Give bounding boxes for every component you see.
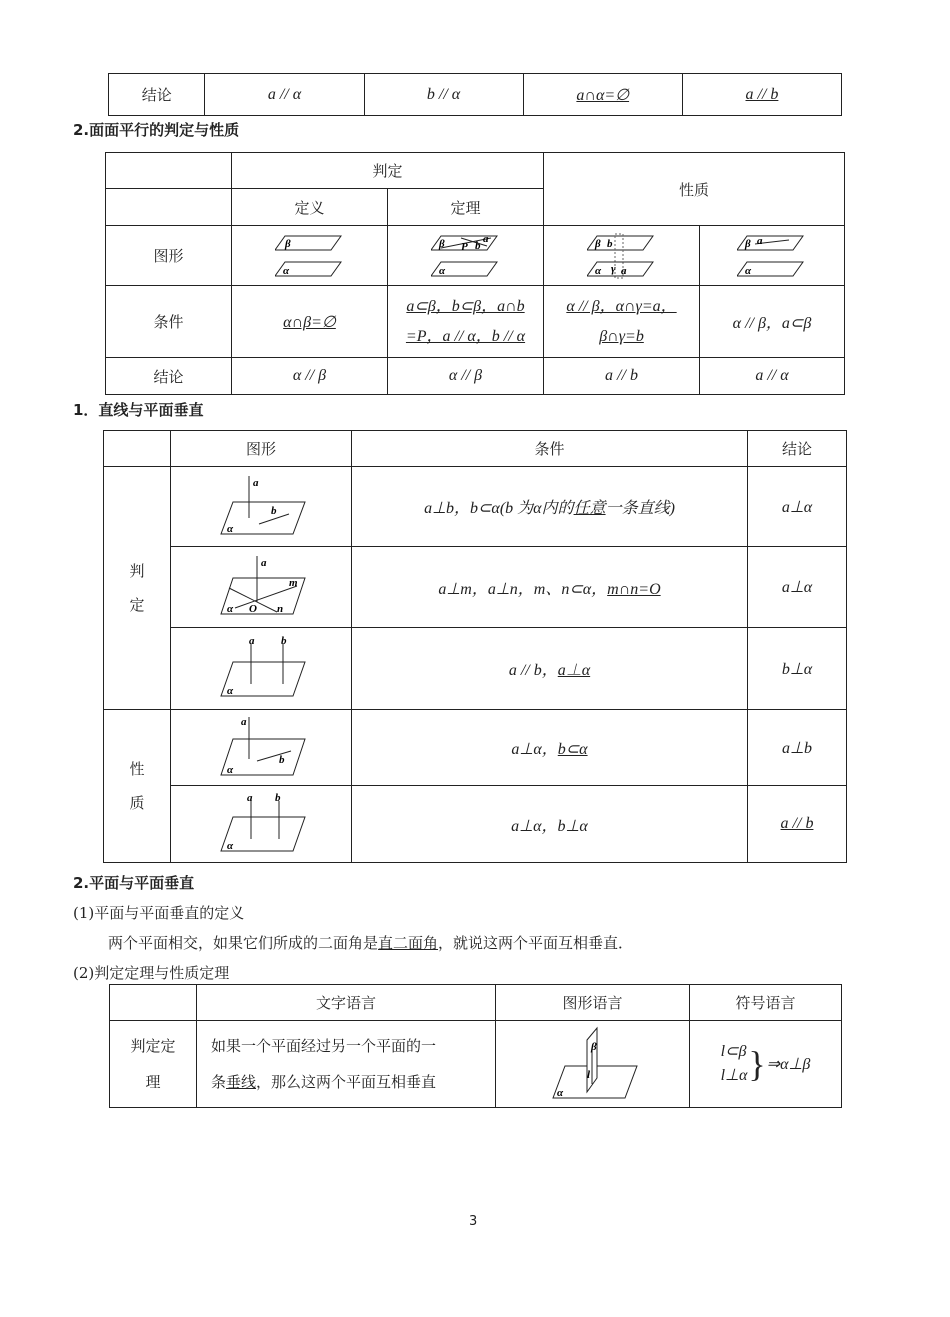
svg-text:α: α (227, 522, 234, 535)
conclusion-theorem: α // β (388, 358, 544, 395)
header-conclusion: 结论 (748, 431, 847, 467)
conclusion-judge-1: a⊥α (748, 467, 847, 547)
svg-text:α: α (282, 264, 289, 277)
conclusion-property-2: a // α (700, 358, 845, 395)
svg-text:a: a (261, 557, 267, 569)
figure-theorem (388, 226, 544, 286)
svg-text:α: α (594, 264, 601, 277)
svg-text:a: a (620, 264, 626, 277)
row-label-conclusion: 结论 (106, 358, 232, 395)
svg-text:P: P (460, 240, 468, 253)
condition-theorem: a⊂β，b⊂β，a∩b =P，a // α，b // α (388, 286, 544, 358)
conclusion-cell: b // α (364, 74, 523, 116)
svg-text:b: b (281, 635, 287, 647)
top-conclusion-table (108, 73, 842, 116)
row-label-judge-theorem: 判定定 理 (110, 1021, 197, 1108)
row-label-figure: 图形 (106, 226, 232, 286)
empty-header-cell (106, 189, 232, 226)
line-plane-perp-table (103, 430, 847, 863)
section-heading-line-plane-perp: 1．直线与平面垂直 (73, 401, 204, 419)
svg-text:β: β (745, 237, 751, 250)
row-label-conclusion: 结论 (109, 74, 205, 116)
svg-text:a: a (247, 792, 253, 804)
condition-property-2: a⊥α，b⊥α (352, 786, 748, 863)
definition-text: 两个平面相交，如果它们所成的二面角是直二面角，就说这两个平面互相垂直． (108, 934, 634, 952)
figure-property-2 (171, 786, 352, 863)
group-label-property: 性 质 (104, 710, 171, 863)
svg-text:α: α (227, 840, 234, 852)
conclusion-cell: a∩α=∅ (523, 74, 682, 116)
plane-parallel-table (105, 152, 845, 395)
header-figure: 图形 (171, 431, 352, 467)
subheading-theorems: (2)判定定理与性质定理 (73, 964, 230, 982)
svg-text:a: a (249, 635, 255, 647)
empty-header-cell (104, 431, 171, 467)
conclusion-judge-2: a⊥α (748, 547, 847, 628)
row-label-condition: 条件 (106, 286, 232, 358)
condition-property-2: α // β，a⊂β (700, 286, 845, 358)
svg-text:a: a (757, 234, 763, 247)
page-number: 3 (469, 1214, 478, 1229)
section-heading-plane-plane-perp: 2.平面与平面垂直 (73, 874, 195, 892)
svg-text:a: a (241, 715, 247, 728)
figure-judge-3 (171, 628, 352, 710)
condition-judge-2: a⊥m，a⊥n，m、n⊂α，m∩n=O (352, 547, 748, 628)
brace-icon: } (748, 1044, 766, 1084)
figure-property-2 (700, 226, 845, 286)
condition-judge-3: a // b，a⊥α (352, 628, 748, 710)
conclusion-definition: α // β (232, 358, 388, 395)
svg-text:α: α (227, 603, 234, 615)
svg-text:n: n (277, 603, 284, 615)
svg-text:β: β (594, 237, 601, 250)
theorem-figure (496, 1021, 690, 1108)
section-heading-plane-parallel: 2.面面平行的判定与性质 (73, 121, 240, 139)
header-symbol-language: 符号语言 (690, 985, 842, 1021)
header-text-language: 文字语言 (197, 985, 496, 1021)
header-definition: 定义 (232, 189, 388, 226)
conclusion-property-1: a // b (544, 358, 700, 395)
svg-text:b: b (606, 237, 612, 250)
svg-text:β: β (284, 237, 291, 250)
svg-text:β: β (590, 1041, 597, 1053)
theorem-symbol: l⊂β l⊥α } ⇒α⊥β (690, 1021, 842, 1108)
svg-text:α: α (556, 1087, 563, 1099)
plane-plane-perp-table (109, 984, 842, 1108)
conclusion-judge-3: b⊥α (748, 628, 847, 710)
conclusion-property-1: a⊥b (748, 710, 847, 786)
empty-header-cell (106, 153, 232, 189)
header-property: 性质 (544, 153, 845, 226)
svg-text:b: b (474, 239, 480, 252)
condition-property-1: a⊥α，b⊂α (352, 710, 748, 786)
theorem-text: 如果一个平面经过另一个平面的一 条垂线，那么这两个平面互相垂直 (197, 1021, 496, 1108)
svg-text:O: O (249, 603, 257, 615)
header-figure-language: 图形语言 (496, 985, 690, 1021)
svg-text:a: a (253, 476, 259, 489)
svg-text:b: b (275, 792, 281, 804)
svg-text:β: β (438, 237, 445, 250)
subheading-definition: (1)平面与平面垂直的定义 (73, 904, 245, 922)
figure-definition (232, 226, 388, 286)
condition-property-1: α // β，α∩γ=a， β∩γ=b (544, 286, 700, 358)
figure-judge-1 (171, 467, 352, 547)
svg-text:α: α (227, 684, 234, 697)
svg-text:m: m (289, 577, 298, 589)
svg-text:b: b (279, 753, 285, 766)
condition-definition: α∩β=∅ (232, 286, 388, 358)
empty-header-cell (110, 985, 197, 1021)
svg-text:α: α (745, 264, 752, 277)
group-label-judge: 判 定 (104, 467, 171, 710)
svg-text:α: α (227, 763, 234, 776)
svg-text:a: a (482, 232, 488, 245)
svg-text:b: b (271, 504, 277, 517)
header-theorem: 定理 (388, 189, 544, 226)
header-judge: 判定 (232, 153, 544, 189)
conclusion-property-2: a // b (748, 786, 847, 863)
conclusion-cell: a // α (205, 74, 364, 116)
svg-text:α: α (438, 264, 445, 277)
svg-text:γ: γ (610, 262, 616, 275)
header-condition: 条件 (352, 431, 748, 467)
figure-property-1 (544, 226, 700, 286)
figure-judge-2 (171, 547, 352, 628)
figure-property-1 (171, 710, 352, 786)
condition-judge-1: a⊥b，b⊂α(b 为α内的任意一条直线) (352, 467, 748, 547)
conclusion-cell: a // b (682, 74, 841, 116)
svg-text:l: l (586, 1069, 590, 1081)
